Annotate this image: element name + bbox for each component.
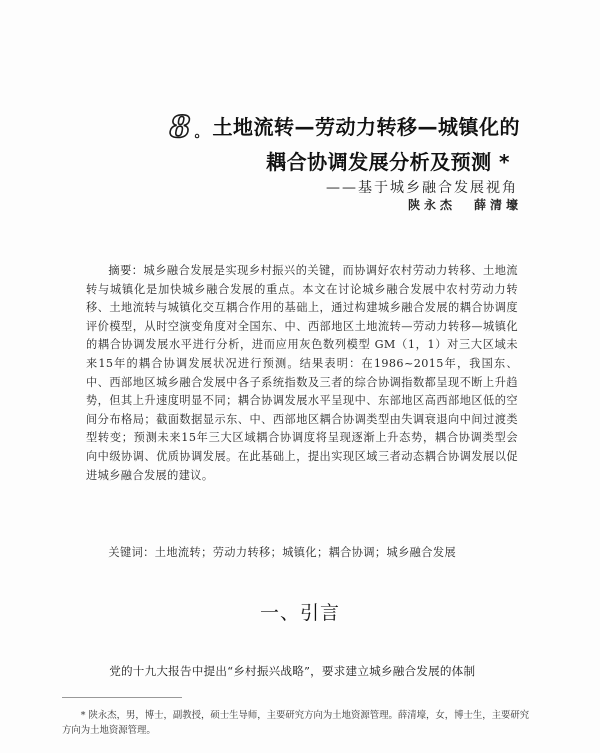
title-block <box>120 104 520 197</box>
abstract-text: 城乡融合发展是实现乡村振兴的关键，而协调好农村劳动力转移、土地流转与城镇化是加快城乡融合发展的重点。本文在讨论城乡融合发展中农村劳动力转移、土地流转与城镇化交互耦合作用的基础上，通过构建城乡融合发展的耦合协调度评价模型，从时空演变角度对全国东、中、西部地区土地流转—劳动力转移—城镇化的耦合协调发展水平进行分析，进而应用灰色数列模型 GM（1，1）对三大区域未来15年的耦合协调发展状况进行预测。结果表明：在1986~2015年，我国东、中、西部地区城乡融合发展中各子系统指数及三者的综合协调指数都呈现不断上升趋势，但其上升速度明显不同；耦合协调发展水平呈现中、东部地区高西部地区低的空间分布格局；截面数据显示东、中、西部地区耦合协调类型由失调衰退向中间过渡类型转变；预测未来15年三大区域耦合协调度将呈现逐渐上升态势，耦合协调类型会向中级协调、优质协调发展。在此基础上，提出实现区域三者动态耦合协调发展以促进城乡融合发展的建议。 <box>86 264 518 482</box>
paper-title-part-1: 土地流转—劳动力转移—城镇化的 <box>212 115 520 139</box>
keywords-label: 关键词： <box>108 546 155 559</box>
body-paragraph: 党的十九大报告中提出“乡村振兴战略”，要求建立城乡融合发展的体制 <box>109 664 476 678</box>
abstract <box>86 262 518 485</box>
chapter-number: 8 <box>169 110 191 145</box>
section-heading: 一、引言 <box>259 602 340 624</box>
paper-title-part-2: 耦合协调发展分析及预测 * <box>266 150 510 174</box>
footnote-divider <box>62 697 182 698</box>
keywords <box>86 544 518 562</box>
paper-subtitle: ——基于城乡融合发展视角 <box>326 180 518 196</box>
author-list <box>408 196 522 213</box>
footnote: * 陕永杰，男，博士，副教授，硕士生导师，主要研究方向为土地资源管理。薛清壕，女，博士生，主要研究方向为土地资源管理。 <box>62 710 530 736</box>
keywords-text: 土地流转；劳动力转移；城镇化；耦合协调；城乡融合发展 <box>154 546 457 559</box>
author-name: 薛清壕 <box>473 198 522 212</box>
title-line-1 <box>120 104 520 145</box>
abstract-label: 摘要： <box>108 264 144 277</box>
chapter-dot: 。 <box>194 125 209 141</box>
author-name: 陕永杰 <box>407 198 456 212</box>
